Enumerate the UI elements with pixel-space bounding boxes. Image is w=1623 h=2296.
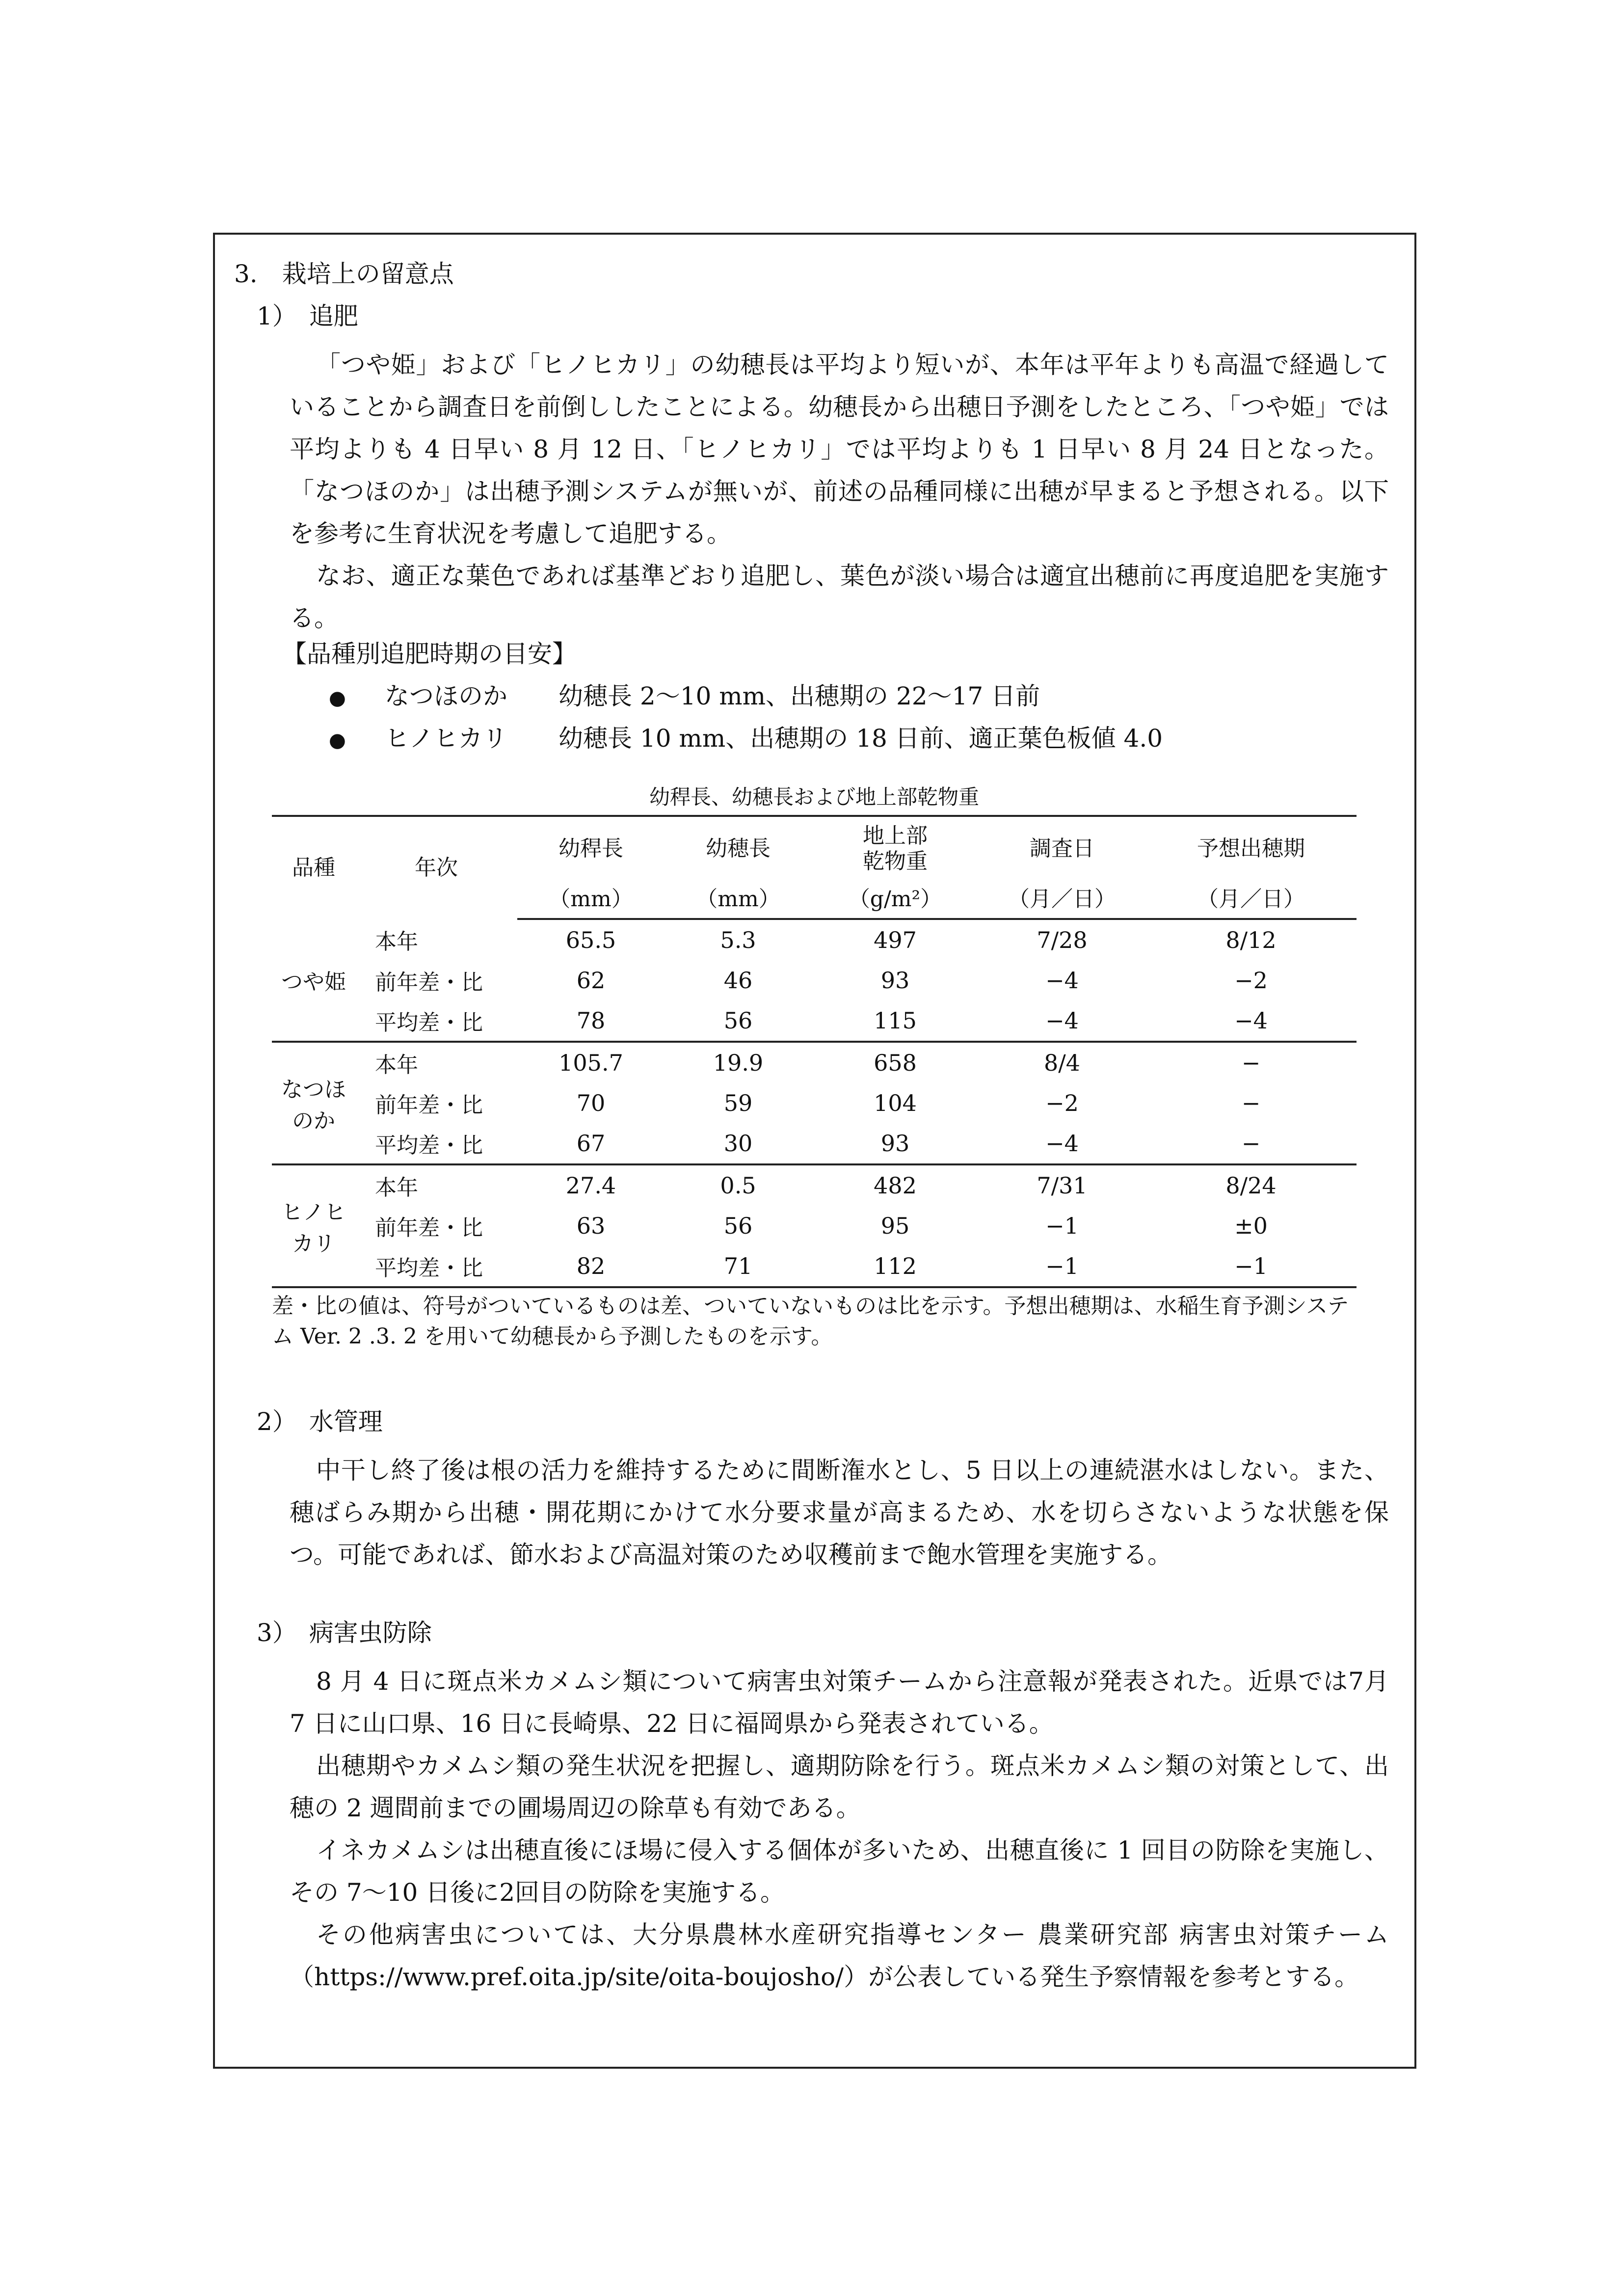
value-cell: −4	[1045, 1007, 1079, 1034]
table-row	[272, 1083, 1357, 1123]
bullet-variety: ヒノヒカリ	[385, 724, 507, 753]
bullet-icon: ●	[329, 687, 346, 709]
value-cell: −	[1241, 1130, 1261, 1157]
year-cell: 前年差・比	[375, 970, 483, 995]
value-cell: −2	[1045, 1090, 1079, 1116]
year-cell: 本年	[375, 1053, 418, 1078]
value-cell: 658	[874, 1050, 917, 1076]
value-cell: −1	[1234, 1253, 1268, 1279]
value-cell: 95	[880, 1213, 910, 1239]
pest-paragraph-3: イネカメムシは出穂直後にほ場に侵入する個体が多いため、出穂直後に 1 回目の防除を実施し、その 7〜10 日後に2回目の防除を実施する。	[290, 1836, 1389, 1907]
table-row	[272, 1042, 1357, 1083]
value-cell: −1	[1045, 1253, 1079, 1279]
water-paragraph: 中干し終了後は根の活力を維持するために間断潅水とし、5 日以上の連続湛水はしない。また、穂ばらみ期から出穂・開花期にかけて水分要求量が高まるため、水を切らさないような状態を保つ。可能であれば、節水および高温対策のため収穫前まで飽水管理を実施する。	[290, 1456, 1389, 1569]
value-cell: −1	[1045, 1213, 1079, 1239]
value-cell: −2	[1234, 967, 1268, 994]
variety-cell: つや姫	[281, 970, 346, 995]
value-cell: 104	[874, 1090, 917, 1116]
unit-cell: （g/m²）	[812, 881, 979, 919]
section-heading: 3. 栽培上の留意点	[234, 260, 454, 288]
pest-paragraph-1: 8 月 4 日に斑点米カメムシ類について病害虫対策チームから注意報が発表された。近県では7月 7 日に山口県、16 日に長崎県、22 日に福岡県から発表されている。	[290, 1667, 1389, 1738]
year-cell: 平均差・比	[375, 1256, 483, 1281]
pest-paragraph-2: 出穂期やカメムシ類の発生状況を把握し、適期防除を行う。斑点米カメムシ類の対策として、出穂の 2 週間前までの圃場周辺の除草も有効である。	[290, 1752, 1389, 1822]
year-cell: 前年差・比	[375, 1216, 483, 1241]
unit-cell: （mm）	[665, 881, 812, 919]
value-cell: −4	[1045, 1130, 1079, 1157]
bullet-text: 幼穂長 10 mm、出穂期の 18 日前、適正葉色板値 4.0	[559, 724, 1163, 753]
value-cell: 115	[874, 1007, 917, 1034]
value-cell: 112	[874, 1253, 917, 1279]
bullet-variety: なつほのか	[385, 682, 507, 710]
value-cell: 56	[723, 1213, 753, 1239]
year-cell: 平均差・比	[375, 1010, 483, 1035]
table-row	[272, 1164, 1357, 1206]
variety-cell: なつほのか	[281, 1077, 346, 1134]
water-heading: 2） 水管理	[257, 1407, 383, 1436]
header-dry-weight-line-1: 地上部	[863, 823, 928, 848]
table-note: 差・比の値は、符号がついているものは差、ついていないものは比を示す。予想出穂期は、水稲生育予測システム Ver. 2 .3. 2 を用いて幼穂長から予測したものを示す。	[272, 1294, 1349, 1349]
value-cell: ±0	[1234, 1213, 1268, 1239]
table-caption: 幼稈長、幼穂長および地上部乾物重	[649, 785, 979, 809]
bullet-text: 幼穂長 2〜10 mm、出穂期の 22〜17 日前	[559, 682, 1040, 710]
value-cell: 497	[874, 927, 917, 953]
table-row	[272, 919, 1357, 960]
header-culm-length: 幼稈長	[517, 816, 665, 881]
value-cell: 63	[576, 1213, 606, 1239]
value-cell: 8/4	[1043, 1050, 1081, 1076]
value-cell: −4	[1045, 967, 1079, 994]
value-cell: 93	[880, 967, 910, 994]
pest-paragraph-4: その他病害虫については、大分県農林水産研究指導センター 農業研究部 病害虫対策チーム（https://www.pref.oita.jp/site/oita-boujosho/）が公表している発生予察情報を参考とする。	[290, 1920, 1389, 1991]
value-cell: 8/12	[1225, 927, 1277, 953]
header-year: 年次	[355, 816, 517, 919]
table-row	[272, 1000, 1357, 1042]
value-cell: 30	[723, 1130, 753, 1157]
fertilizer-heading: 1） 追肥	[257, 302, 358, 330]
guide-title: 【品種別追肥時期の目安】	[282, 640, 577, 668]
table-row	[272, 1206, 1357, 1246]
year-cell: 本年	[375, 929, 418, 954]
year-cell: 前年差・比	[375, 1093, 483, 1118]
header-variety: 品種	[272, 816, 355, 919]
variety-cell: ヒノヒカリ	[281, 1200, 346, 1256]
value-cell: 78	[576, 1007, 606, 1034]
header-panicle-length: 幼穂長	[665, 816, 812, 881]
value-cell: −	[1241, 1090, 1261, 1116]
value-cell: 70	[576, 1090, 606, 1116]
header-dry-weight	[812, 816, 979, 881]
value-cell: 7/28	[1037, 927, 1088, 953]
growth-table	[272, 815, 1357, 1288]
bullet-icon: ●	[329, 729, 346, 752]
value-cell: 67	[576, 1130, 606, 1157]
value-cell: 93	[880, 1130, 910, 1157]
value-cell: −	[1241, 1050, 1261, 1076]
value-cell: 0.5	[720, 1172, 756, 1199]
value-cell: 65.5	[565, 927, 616, 953]
unit-cell: （mm）	[517, 881, 665, 919]
header-predicted-heading: 予想出穂期	[1145, 816, 1357, 881]
table-row	[272, 1123, 1357, 1164]
pest-heading: 3） 病害虫防除	[257, 1619, 432, 1647]
unit-cell: （月／日）	[979, 881, 1145, 919]
value-cell: 56	[723, 1007, 753, 1034]
value-cell: 8/24	[1225, 1172, 1277, 1199]
value-cell: 105.7	[559, 1050, 623, 1076]
year-cell: 本年	[375, 1175, 418, 1200]
value-cell: 482	[874, 1172, 917, 1199]
year-cell: 平均差・比	[375, 1133, 483, 1158]
value-cell: 5.3	[720, 927, 756, 953]
value-cell: 46	[723, 967, 753, 994]
value-cell: 82	[576, 1253, 606, 1279]
table-row	[272, 960, 1357, 1000]
fertilizer-paragraph-1: 「つや姫」および「ヒノヒカリ」の幼穂長は平均より短いが、本年は平年よりも高温で経過していることから調査日を前倒ししたことによる。幼穂長から出穂日予測をしたところ、「つや姫」では平均よりも 4 日早い 8 月 12 日、「ヒノヒカリ」では平均よりも 1 日早い 8 月 24 日となった。「なつほのか」は出穂予測システムが無いが、前述の品種同様に出穂が早まると予想される。以下を参考に生育状況を考慮して追肥する。	[290, 351, 1389, 548]
unit-cell: （月／日）	[1145, 881, 1357, 919]
value-cell: 62	[576, 967, 606, 994]
value-cell: 7/31	[1037, 1172, 1088, 1199]
value-cell: 27.4	[565, 1172, 616, 1199]
value-cell: 59	[723, 1090, 753, 1116]
header-survey-date: 調査日	[979, 816, 1145, 881]
value-cell: 71	[723, 1253, 753, 1279]
fertilizer-paragraph-2: なお、適正な葉色であれば基準どおり追肥し、葉色が淡い場合は適宜出穂前に再度追肥を実施する。	[290, 562, 1389, 632]
table-row	[272, 1246, 1357, 1287]
value-cell: −4	[1234, 1007, 1268, 1034]
header-dry-weight-line-2: 乾物重	[863, 849, 928, 874]
value-cell: 19.9	[713, 1050, 764, 1076]
